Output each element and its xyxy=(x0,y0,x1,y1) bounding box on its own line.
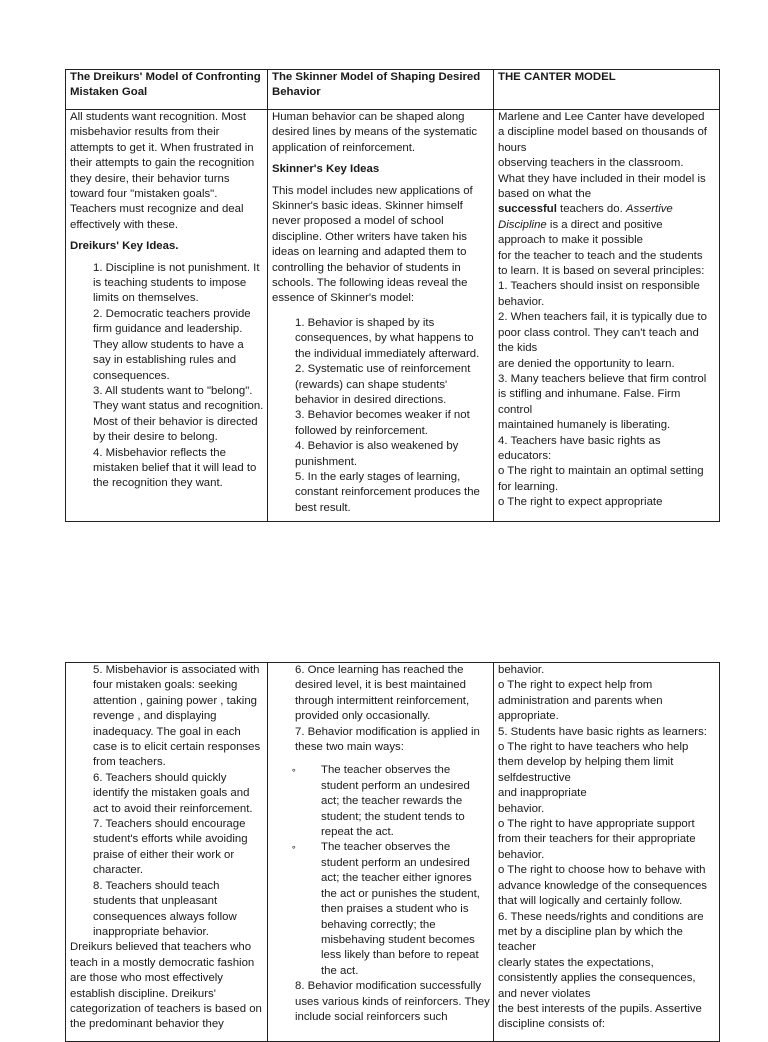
dreikurs-column-continued xyxy=(66,663,267,1041)
dreikurs-conclusion: Dreikurs believed that teachers who teach in a mostly democratic fashion are those who most effectively establish discipline. Dreikurs' categorization of teachers is based on the predominant behavior they xyxy=(70,941,262,1031)
list-item: 5. Misbehavior is associated with four mistaken goals: seeking attention , gaining power , taking revenge , and displaying inadequacy. The goal in each case is to elicit certain responses from teachers. xyxy=(93,664,261,769)
text-line: What they have included in their model is xyxy=(498,172,706,185)
list-item: 1. Behavior is shaped by its consequences, by what happens to the individual immediately afterward. xyxy=(295,316,480,360)
canter-header: THE CANTER MODEL xyxy=(494,70,719,110)
text-line: are denied the opportunity to learn. xyxy=(498,357,675,370)
list-item: 5. In the early stages of learning, constant reinforcement produces the best result. xyxy=(295,470,480,514)
list-item: 8. Teachers should teach students that unpleasant consequences always follow inappropriate behavior. xyxy=(93,879,237,938)
text-line: the best interests of the pupils. Assertive discipline consists of: xyxy=(498,1002,702,1031)
text-line: maintained humanely is liberating. xyxy=(498,419,671,432)
skinner-key-list xyxy=(272,316,490,516)
text-line: 2. When teachers fail, it is typically due to poor class control. They can't teach and the kids xyxy=(498,311,707,355)
text-line: hours xyxy=(498,141,527,154)
text-line: to learn. It is based on several principles: xyxy=(498,265,705,278)
canter-column xyxy=(493,70,719,521)
text-line: Discipline is a direct and positive xyxy=(498,218,663,231)
list-item: 8. Behavior modification successfully uses various kinds of reinforcers. They include social reinforcers such xyxy=(295,980,490,1023)
list-item: 7. Behavior modification is applied in these two main ways: xyxy=(295,725,480,754)
skinner-body xyxy=(268,110,493,516)
text-line: Marlene and Lee Canter have developed xyxy=(498,111,705,123)
text-line: o The right to have appropriate support from their teachers for their appropriate behavior. xyxy=(498,818,696,861)
text-line: and inappropriate xyxy=(498,787,587,800)
list-item: 2. Systematic use of reinforcement (rewards) can shape students' behavior in desired directions. xyxy=(295,363,471,406)
text-line: observing teachers in the classroom. xyxy=(498,157,684,170)
text-line: 6. These needs/rights and conditions are met by a discipline plan by which the teacher xyxy=(498,910,704,954)
list-item: 2. Democratic teachers provide firm guidance and leadership. They allow students to have a say in establishing rules and consequences. xyxy=(93,307,251,382)
model-comparison-table-2 xyxy=(65,662,720,1042)
dreikurs-intro: All students want recognition. Most misbehavior results from their attempts to get it. When frustrated in their attempts to gain the recognition they desire, their behavior turns toward four "mistaken goals". Teachers must recognize and deal effectively with these. xyxy=(70,111,255,231)
bullet-icon: ∘ xyxy=(291,842,297,853)
dreikurs-key-list xyxy=(70,261,264,492)
text-line: approach to make it possible xyxy=(498,234,643,247)
skinner-body-continued xyxy=(268,663,493,1025)
skinner-column-continued xyxy=(267,663,493,1041)
text-line: for the teacher to teach and the students xyxy=(498,249,703,262)
text-line: 5. Students have basic rights as learners: xyxy=(498,725,707,738)
text-line: o The right to choose how to behave with advance knowledge of the consequences that will logically and certainly follow. xyxy=(498,864,707,908)
skinner-key-list-continued xyxy=(272,663,490,755)
text-line: clearly states the expectations, consistently applies the consequences, and never violates xyxy=(498,956,696,1000)
skinner-paragraph: This model includes new applications of Skinner's basic ideas. Skinner himself never proposed a model of school discipline. Other writers have taken his ideas on learning and adapted them to controlling the behavior of students in schools. The following ideas reveal the essence of Skinner's model: xyxy=(272,184,473,305)
skinner-header: The Skinner Model of Shaping Desired Behavior xyxy=(268,70,493,110)
text-line: o The right to expect help from administration and parents when appropriate. xyxy=(498,679,663,723)
canter-column-continued xyxy=(493,663,719,1041)
canter-body-continued xyxy=(494,663,719,1033)
text-line: behavior. xyxy=(498,664,545,676)
list-item: 6. Teachers should quickly identify the mistaken goals and act to avoid their reinforcement. xyxy=(93,771,253,815)
dreikurs-body xyxy=(66,110,267,492)
list-item: 3. All students want to "belong". They want status and recognition. Most of their behavior is directed by their desire to belong. xyxy=(93,384,264,444)
text-line: o The right to maintain an optimal setting for learning. xyxy=(498,465,704,493)
skinner-intro: Human behavior can be shaped along desired lines by means of the systematic application of reinforcement. xyxy=(272,111,478,154)
list-item: 4. Behavior is also weakened by punishment. xyxy=(295,440,459,468)
list-item: 3. Behavior becomes weaker if not followed by reinforcement. xyxy=(295,409,470,437)
text-line: successful teachers do. Assertive xyxy=(498,203,673,216)
text-line: o The right to expect appropriate xyxy=(498,496,663,509)
list-item: 6. Once learning has reached the desired level, it is best maintained through intermittent reinforcement, provided only occasionally. xyxy=(295,664,470,723)
list-item: 7. Teachers should encourage student's efforts while avoiding praise of either their work or character. xyxy=(93,818,248,877)
list-item: 4. Misbehavior reflects the mistaken belief that it will lead to the recognition they want. xyxy=(93,446,257,490)
text-line: 3. Many teachers believe that firm control is stifling and inhumane. False. Firm control xyxy=(498,372,707,416)
text-line: behavior. xyxy=(498,802,545,815)
bullet-icon: ∘ xyxy=(291,765,297,776)
text-line: a discipline model based on thousands of xyxy=(498,126,707,139)
bullet-item: ∘ The teacher observes the student perform an undesired act; the teacher rewards the student; the student tends to repeat the act. xyxy=(291,764,470,839)
list-item: 1. Discipline is not punishment. It is teaching students to impose limits on themselves. xyxy=(93,261,260,305)
text-line: 1. Teachers should insist on responsible behavior. xyxy=(498,280,700,308)
dreikurs-body-continued xyxy=(66,663,267,1033)
bullet-item: ∘ The teacher observes the student perform an undesired act; the teacher either ignores the act or punishes the student, then praises a student who is behaving correctly; the misbehaving student becomes less likely than before to repeat the act. xyxy=(291,841,480,977)
skinner-column xyxy=(267,70,493,521)
dreikurs-column xyxy=(66,70,267,521)
text-line: 4. Teachers have basic rights as educators: xyxy=(498,434,661,462)
skinner-key-heading: Skinner's Key Ideas xyxy=(272,163,380,176)
text-line: selfdestructive xyxy=(498,771,571,784)
text-line: o The right to have teachers who help them develop by helping them limit xyxy=(498,741,689,769)
canter-body xyxy=(494,110,719,511)
dreikurs-header: The Dreikurs' Model of Confronting Mistaken Goal xyxy=(66,70,267,110)
dreikurs-key-list-continued xyxy=(70,663,264,940)
text-line: based on what the xyxy=(498,188,592,201)
dreikurs-key-heading: Dreikurs' Key Ideas. xyxy=(70,240,179,253)
model-comparison-table-1 xyxy=(65,69,720,522)
